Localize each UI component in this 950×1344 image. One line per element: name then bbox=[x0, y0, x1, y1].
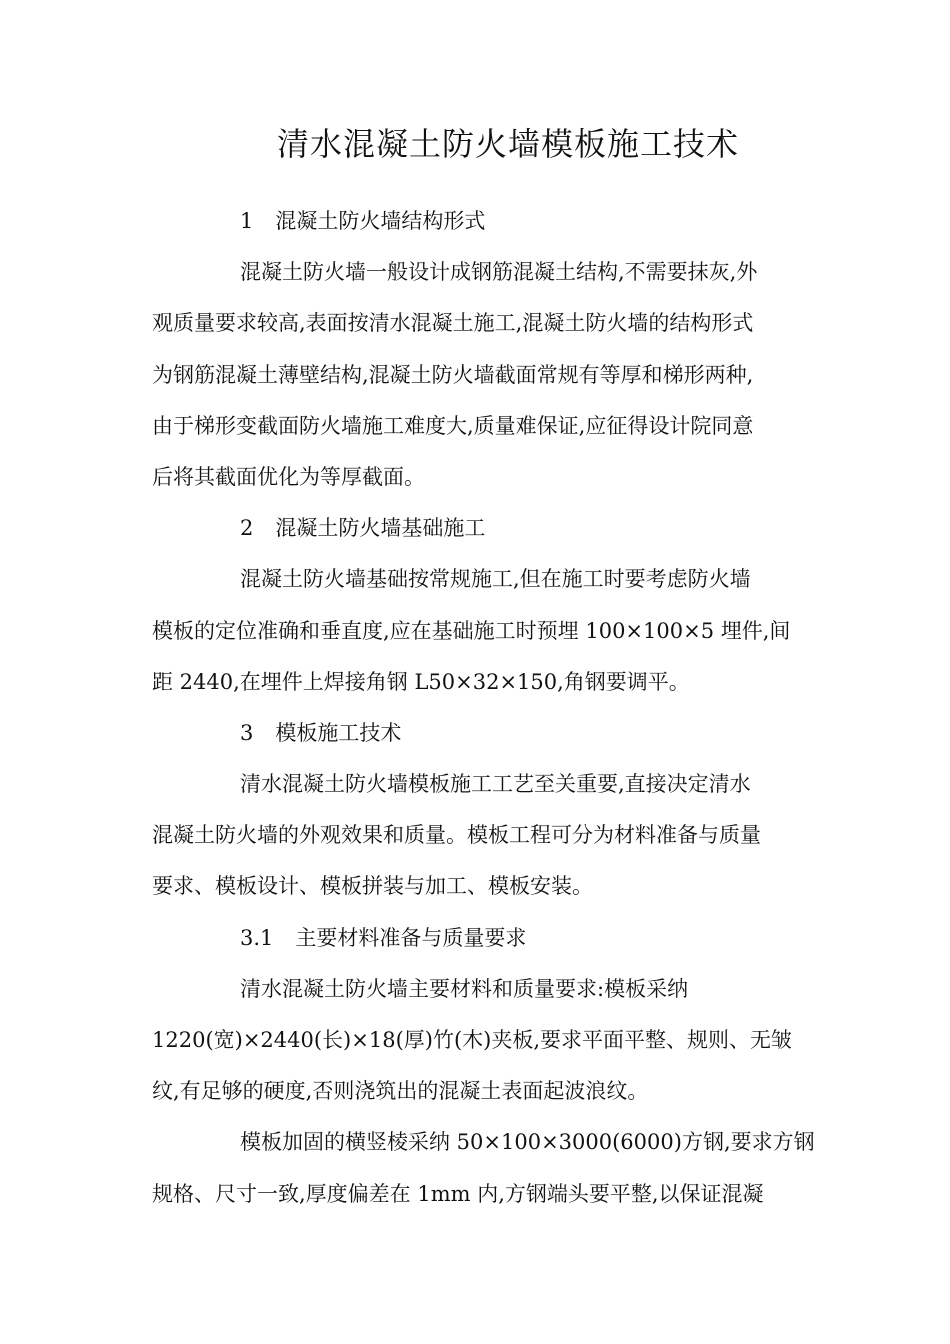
paragraph-line: 规格、尺寸一致,厚度偏差在 1mm 内,方钢端头要平整,以保证混凝 bbox=[152, 1181, 764, 1206]
section-heading-3-1 bbox=[152, 913, 802, 964]
paragraph-line: 混凝土防火墙一般设计成钢筋混凝土结构,不需要抹灰,外 bbox=[240, 260, 758, 285]
paragraph-line: 混凝土防火墙的外观效果和质量。模板工程可分为材料准备与质量 bbox=[152, 823, 761, 848]
paragraph-line: 观质量要求较高,表面按清水混凝土施工,混凝土防火墙的结构形式 bbox=[152, 311, 754, 336]
section-number: 1 bbox=[240, 209, 254, 233]
paragraph-line: 由于梯形变截面防火墙施工难度大,质量难保证,应征得设计院同意 bbox=[152, 413, 754, 438]
paragraph-line: 混凝土防火墙基础按常规施工,但在施工时要考虑防火墙 bbox=[240, 567, 751, 592]
section-title: 混凝土防火墙结构形式 bbox=[275, 209, 486, 233]
section-number: 3 bbox=[240, 720, 254, 745]
paragraph-line: 1220(宽)×2440(长)×18(厚)竹(木)夹板,要求平面平整、规则、无皱 bbox=[152, 1028, 793, 1052]
section-heading-3 bbox=[152, 708, 802, 759]
document-body bbox=[152, 196, 815, 1220]
document-title: 清水混凝土防火墙模板施工技术 bbox=[276, 125, 739, 163]
paragraph-line: 模板加固的横竖棱采纳 50×100×3000(6000)方钢,要求方钢 bbox=[240, 1130, 815, 1155]
paragraph-line: 为钢筋混凝土薄壁结构,混凝土防火墙截面常规有等厚和梯形两种, bbox=[152, 362, 754, 387]
paragraph-line: 距 2440,在埋件上焊接角钢 L50×32×150,角钢要调平。 bbox=[152, 669, 690, 694]
section-title: 主要材料准备与质量要求 bbox=[295, 925, 527, 950]
paragraph-line: 后将其截面优化为等厚截面。 bbox=[152, 464, 425, 489]
paragraph-line: 要求、模板设计、模板拼装与加工、模板安装。 bbox=[152, 874, 593, 899]
section-heading-2 bbox=[152, 503, 802, 554]
section-title: 模板施工技术 bbox=[275, 720, 402, 745]
section-title: 混凝土防火墙基础施工 bbox=[275, 516, 486, 541]
paragraph-line: 清水混凝土防火墙模板施工工艺至关重要,直接决定清水 bbox=[240, 772, 751, 797]
section-number: 3.1 bbox=[240, 925, 274, 950]
section-heading-1 bbox=[152, 196, 802, 247]
paragraph-line: 清水混凝土防火墙主要材料和质量要求:模板采纳 bbox=[240, 976, 689, 1001]
paragraph-line: 模板的定位准确和垂直度,应在基础施工时预埋 100×100×5 埋件,间 bbox=[152, 618, 791, 643]
section-number: 2 bbox=[240, 516, 254, 541]
paragraph-line: 纹,有足够的硬度,否则浇筑出的混凝土表面起波浪纹。 bbox=[152, 1079, 649, 1104]
